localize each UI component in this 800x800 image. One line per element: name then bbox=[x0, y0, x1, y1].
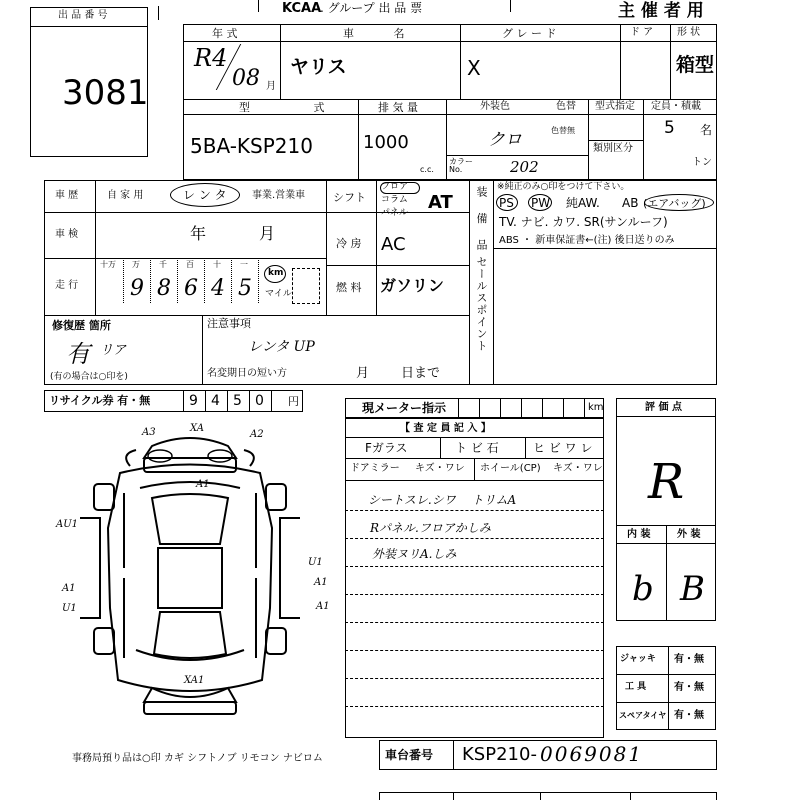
door-label: ド ア bbox=[630, 27, 654, 38]
damage-mark-5: AU1 bbox=[56, 519, 79, 530]
equip-airbag: (エアバッグ) bbox=[643, 197, 706, 210]
displacement-label: 排 気 量 bbox=[378, 101, 418, 114]
damage-mark-7: U1 bbox=[62, 603, 77, 614]
exterior-color: クロ bbox=[488, 130, 522, 150]
digit-label-3: 千 bbox=[159, 260, 167, 269]
displacement: 1000 bbox=[363, 132, 409, 153]
damage-mark-3: A2 bbox=[250, 429, 264, 440]
spare-tire-value: 有・無 bbox=[674, 710, 704, 721]
document-title: . グループ 出 品 票 bbox=[320, 1, 423, 15]
chassis-prefix: KSP210- bbox=[462, 744, 537, 765]
car-name-label: 車 名 bbox=[343, 27, 423, 40]
color-no-label: カラー No. bbox=[449, 157, 473, 174]
damage-mark-4: A1 bbox=[196, 479, 210, 490]
equipment-label: 装 備 品 bbox=[475, 186, 488, 256]
damage-mark-1: A3 bbox=[142, 427, 156, 438]
exterior-label: 外 装 bbox=[677, 529, 701, 540]
damage-mark-11: XA1 bbox=[184, 675, 205, 686]
cc-unit: c.c. bbox=[420, 165, 434, 174]
wheel-options: キズ・ワレ bbox=[553, 463, 603, 474]
fuel-label: 燃 料 bbox=[336, 281, 362, 294]
mileage-digit-2: 9 bbox=[130, 276, 144, 301]
exterior-color-label: 外装色 bbox=[480, 101, 510, 112]
recycle-digit-1: 9 bbox=[189, 393, 198, 409]
recycle-digit-2: 4 bbox=[211, 393, 220, 409]
capacity-unit: 名 bbox=[700, 123, 713, 137]
equip-ps: PS bbox=[499, 196, 514, 210]
grade-label: グ レ ー ド bbox=[502, 27, 557, 40]
recycle-yen: 円 bbox=[288, 395, 299, 408]
notes-label: 注意事項 bbox=[207, 317, 251, 330]
shift-floor: フロア bbox=[381, 182, 409, 192]
equip-row-2: TV. ナビ. カワ. SR(サンルーフ) bbox=[499, 215, 668, 229]
inspector-note-2: Rパネル.フロアかしみ bbox=[370, 521, 491, 535]
class-label: 類別区分 bbox=[593, 143, 633, 154]
deadline-day: 日まで bbox=[401, 366, 441, 381]
model: 5BA-KSP210 bbox=[190, 134, 313, 158]
capacity: 5 bbox=[664, 118, 675, 138]
shift-column: コラム bbox=[381, 195, 408, 205]
repair-note: (有の場合は○印を) bbox=[50, 372, 128, 382]
rental-use: レ ン タ bbox=[183, 188, 227, 202]
recycle-digit-3: 5 bbox=[233, 393, 242, 409]
tool-value: 有・無 bbox=[674, 682, 704, 693]
rating-label: 評 価 点 bbox=[645, 402, 682, 413]
deadline-month: 月 bbox=[356, 366, 370, 381]
tool-label: 工 具 bbox=[625, 682, 647, 692]
shape-label: 形 状 bbox=[677, 27, 701, 38]
meter-label: 現メーター指示 bbox=[362, 401, 447, 415]
deposit-items: 事務局預り品は○印 カギ シフトノブ リモコン ナビロム bbox=[72, 753, 323, 764]
spare-tire-label: スペアタイヤ bbox=[619, 711, 667, 720]
digit-label-5: 十 bbox=[213, 260, 221, 269]
damage-mark-6: A1 bbox=[62, 583, 76, 594]
fuel-value: ガソリン bbox=[380, 276, 445, 295]
chassis-label: 車台番号 bbox=[385, 748, 434, 762]
inspection-month: 月 bbox=[259, 224, 276, 243]
mileage-digit-6: 5 bbox=[238, 276, 252, 301]
front-glass-label: Fガラス bbox=[365, 441, 408, 455]
color-change-label: 色替 bbox=[556, 101, 576, 112]
month-unit: 月 bbox=[266, 81, 276, 92]
inspector-note-1: シートスレ.シワ トリムA bbox=[368, 493, 517, 507]
brand: KCAA bbox=[282, 1, 322, 16]
repair-location: リア bbox=[100, 343, 127, 358]
mileage-digit-5: 4 bbox=[211, 276, 225, 301]
deadline-label: 名変期日の短い方 bbox=[207, 368, 287, 379]
rating-score: R bbox=[648, 454, 685, 510]
shift-value: AT bbox=[428, 192, 453, 213]
inspection-label: 車 検 bbox=[55, 229, 79, 240]
digit-label-2: 万 bbox=[132, 260, 140, 269]
history-label: 車 歴 bbox=[55, 190, 79, 201]
grade: X bbox=[467, 56, 481, 80]
equipment-note: ※純正のみ○印をつけて下さい。 bbox=[497, 182, 630, 192]
km-unit: km bbox=[268, 268, 284, 278]
damage-mark-9: U1 bbox=[308, 557, 323, 568]
mileage-label: 走 行 bbox=[55, 280, 79, 291]
year-era: R4 bbox=[194, 44, 228, 72]
inspector-note-3: 外装ヌリA.しみ bbox=[372, 547, 457, 561]
repair-label: 修復歴 箇所 bbox=[52, 319, 111, 332]
digit-label-6: 一 bbox=[240, 260, 248, 269]
organizer-label: 主 催 者 用 bbox=[618, 1, 704, 21]
damage-mark-2: XA bbox=[190, 423, 204, 434]
shift-panel: パネル bbox=[381, 208, 409, 218]
mileage-digit-3: 8 bbox=[157, 276, 171, 301]
body-shape: 箱型 bbox=[676, 54, 715, 76]
wheel-label: ホイール(CP) bbox=[480, 463, 541, 474]
car-name: ヤリス bbox=[290, 56, 347, 78]
mirror-label: ドアミラー bbox=[350, 463, 400, 474]
private-use: 自 家 用 bbox=[107, 190, 144, 201]
lot-number-label: 出 品 番 号 bbox=[58, 10, 108, 21]
glass-crack: ヒ ビ ワ レ bbox=[533, 441, 593, 455]
recycle-label: リサイクル券 有・無 bbox=[49, 394, 151, 407]
mirror-options: キズ・ワレ bbox=[415, 463, 465, 474]
equip-ab: AB bbox=[622, 196, 639, 210]
equip-aw: 純AW. bbox=[566, 196, 600, 210]
jack-value: 有・無 bbox=[674, 654, 704, 665]
color-change-mark: 色替無 bbox=[551, 126, 575, 135]
shift-label: シフト bbox=[333, 191, 366, 204]
lot-number: 3081 bbox=[62, 73, 149, 113]
color-no: 202 bbox=[510, 158, 539, 176]
exterior-score: B bbox=[680, 569, 705, 609]
interior-score: b bbox=[632, 569, 654, 609]
damage-mark-10: A1 bbox=[316, 601, 330, 612]
year-month: 08 bbox=[232, 66, 260, 91]
inspection-year: 年 bbox=[190, 224, 207, 243]
ton-unit: トン bbox=[692, 157, 712, 168]
ac-label: 冷 房 bbox=[336, 237, 362, 250]
ac-value: AC bbox=[381, 234, 406, 255]
sales-point-label: セールスポイント bbox=[475, 256, 488, 352]
model-label: 型 式 bbox=[239, 101, 355, 114]
damage-mark-8: A1 bbox=[314, 577, 328, 588]
meter-km: km bbox=[588, 402, 604, 413]
glass-chip: ト ビ 石 bbox=[455, 441, 499, 455]
repair-value: 有 bbox=[66, 340, 90, 368]
year-label: 年 式 bbox=[212, 27, 238, 40]
digit-label-4: 百 bbox=[186, 260, 194, 269]
business-use: 事業.営業車 bbox=[252, 190, 306, 201]
jack-label: ジャッキ bbox=[620, 654, 656, 664]
digit-label-1: 十万 bbox=[100, 260, 116, 269]
recycle-digit-4: 0 bbox=[255, 393, 264, 409]
mileage-digit-4: 6 bbox=[184, 276, 198, 301]
equip-row-3: ABS ・ 新車保証書←(注) 後日送りのみ bbox=[499, 235, 675, 246]
mile-unit: マイル bbox=[265, 289, 292, 299]
model-spec-label: 型式指定 bbox=[595, 101, 635, 112]
capacity-label: 定員・積載 bbox=[651, 101, 701, 112]
inspector-entry-label: 【 査 定 員 記 入 】 bbox=[400, 423, 491, 434]
interior-label: 内 装 bbox=[627, 529, 651, 540]
equip-pw: PW bbox=[531, 196, 551, 210]
notes-content: レンタ UP bbox=[248, 339, 315, 355]
chassis-number: 0069081 bbox=[540, 742, 644, 766]
